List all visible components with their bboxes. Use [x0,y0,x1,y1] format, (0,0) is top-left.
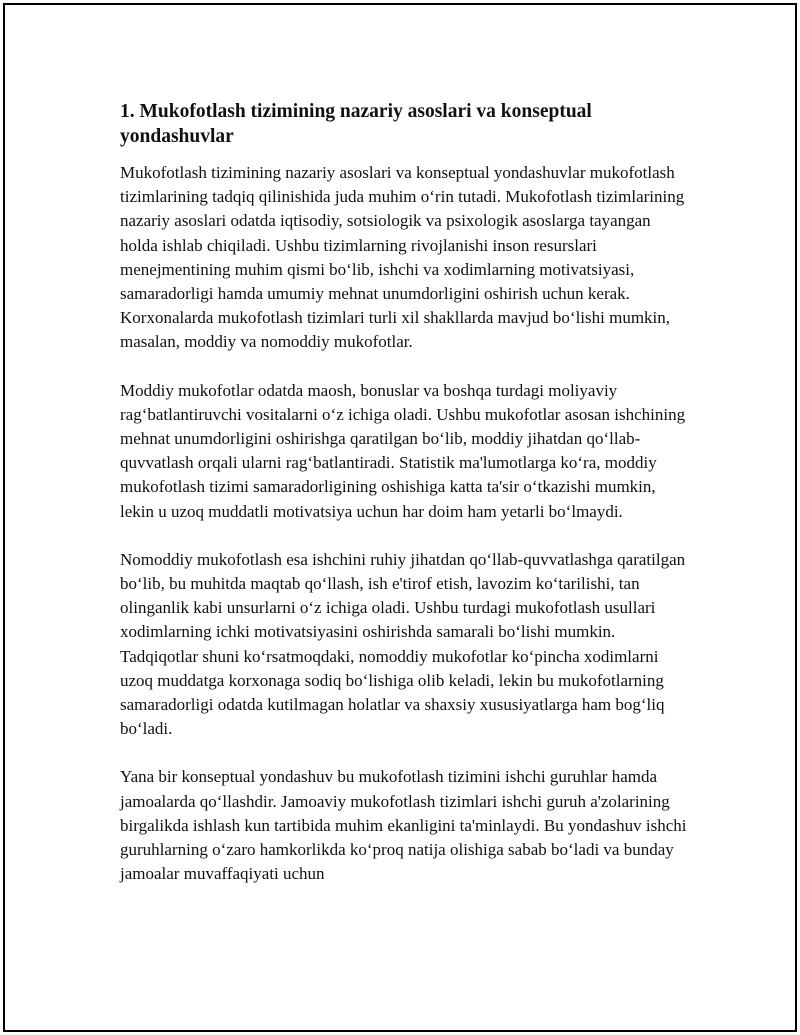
paragraph-1: Mukofotlash tizimining nazariy asoslari va konseptual yondashuvlar mukofotlash tizimlarining tadqiq qilinishida juda muhim o‘rin tutadi. Mukofotlash tizimlarining nazariy asoslari odatda iqtisodiy, sotsiologik va psixologik asoslarga tayangan holda ishlab chiqiladi. Ushbu tizimlarning rivojlanishi inson resurslari menejmentining muhim qismi bo‘lib, ishchi va xodimlarning motivatsiyasi, samaradorligi hamda umumiy mehnat unumdorligini oshirish uchun kerak. Korxonalarda mukofotlash tizimlari turli xil shakllarda mavjud bo‘lishi mumkin, masalan, moddiy va nomoddiy mukofotlar. [120,163,685,352]
section-heading: 1. Mukofotlash tizimining nazariy asoslari va konseptual yondashuvlar [120,101,592,147]
paragraph-4: Yana bir konseptual yondashuv bu mukofotlash tizimini ishchi guruhlar hamda jamoalarda qo‘llashdir. Jamoaviy mukofotlash tizimlari ishchi guruh a'zolarining birgalikda ishlash kun tartibida muhim ekanligini ta'minlaydi. Bu yondashuv ishchi guruhlarning o‘zaro hamkorlikda ko‘proq natija olishiga sabab bo‘ladi va bunday jamoalar muvaffaqiyati uchun [120,767,687,884]
paragraph-3: Nomoddiy mukofotlash esa ishchini ruhiy jihatdan qo‘llab-quvvatlashga qaratilgan bo‘lib, bu muhitda maqtab qo‘llash, ish e'tirof etish, lavozim ko‘tarilishi, tan olinganlik kabi unsurlarni o‘z ichiga oladi. Ushbu turdagi mukofotlash usullari xodimlarning ichki motivatsiyasini oshirishda samarali bo‘lishi mumkin. Tadqiqotlar shuni ko‘rsatmoqdaki, nomoddiy mukofotlar ko‘pincha xodimlarni uzoq muddatga korxonaga sodiq bo‘lishiga olib keladi, lekin bu mukofotlarning samaradorligi odatda kutilmagan holatlar va shaxsiy xususiyatlarga ham bog‘liq bo‘ladi. [120,549,686,739]
document-page [3,3,797,1032]
document-body [120,99,690,910]
paragraph-2: Moddiy mukofotlar odatda maosh, bonuslar va boshqa turdagi moliyaviy rag‘batlantiruvchi vositalarni o‘z ichiga oladi. Ushbu mukofotlar asosan ishchining mehnat unumdorligini oshirishga qaratilgan bo‘lib, moddiy jihatdan qo‘llab-quvvatlash orqali ularni rag‘batlantiradi. Statistik ma'lumotlarga ko‘ra, moddiy mukofotlash tizimi samaradorligining oshishiga katta ta'sir o‘tkazishi mumkin, lekin u uzoq muddatli motivatsiya uchun har doim ham yetarli bo‘lmaydi. [120,380,686,521]
